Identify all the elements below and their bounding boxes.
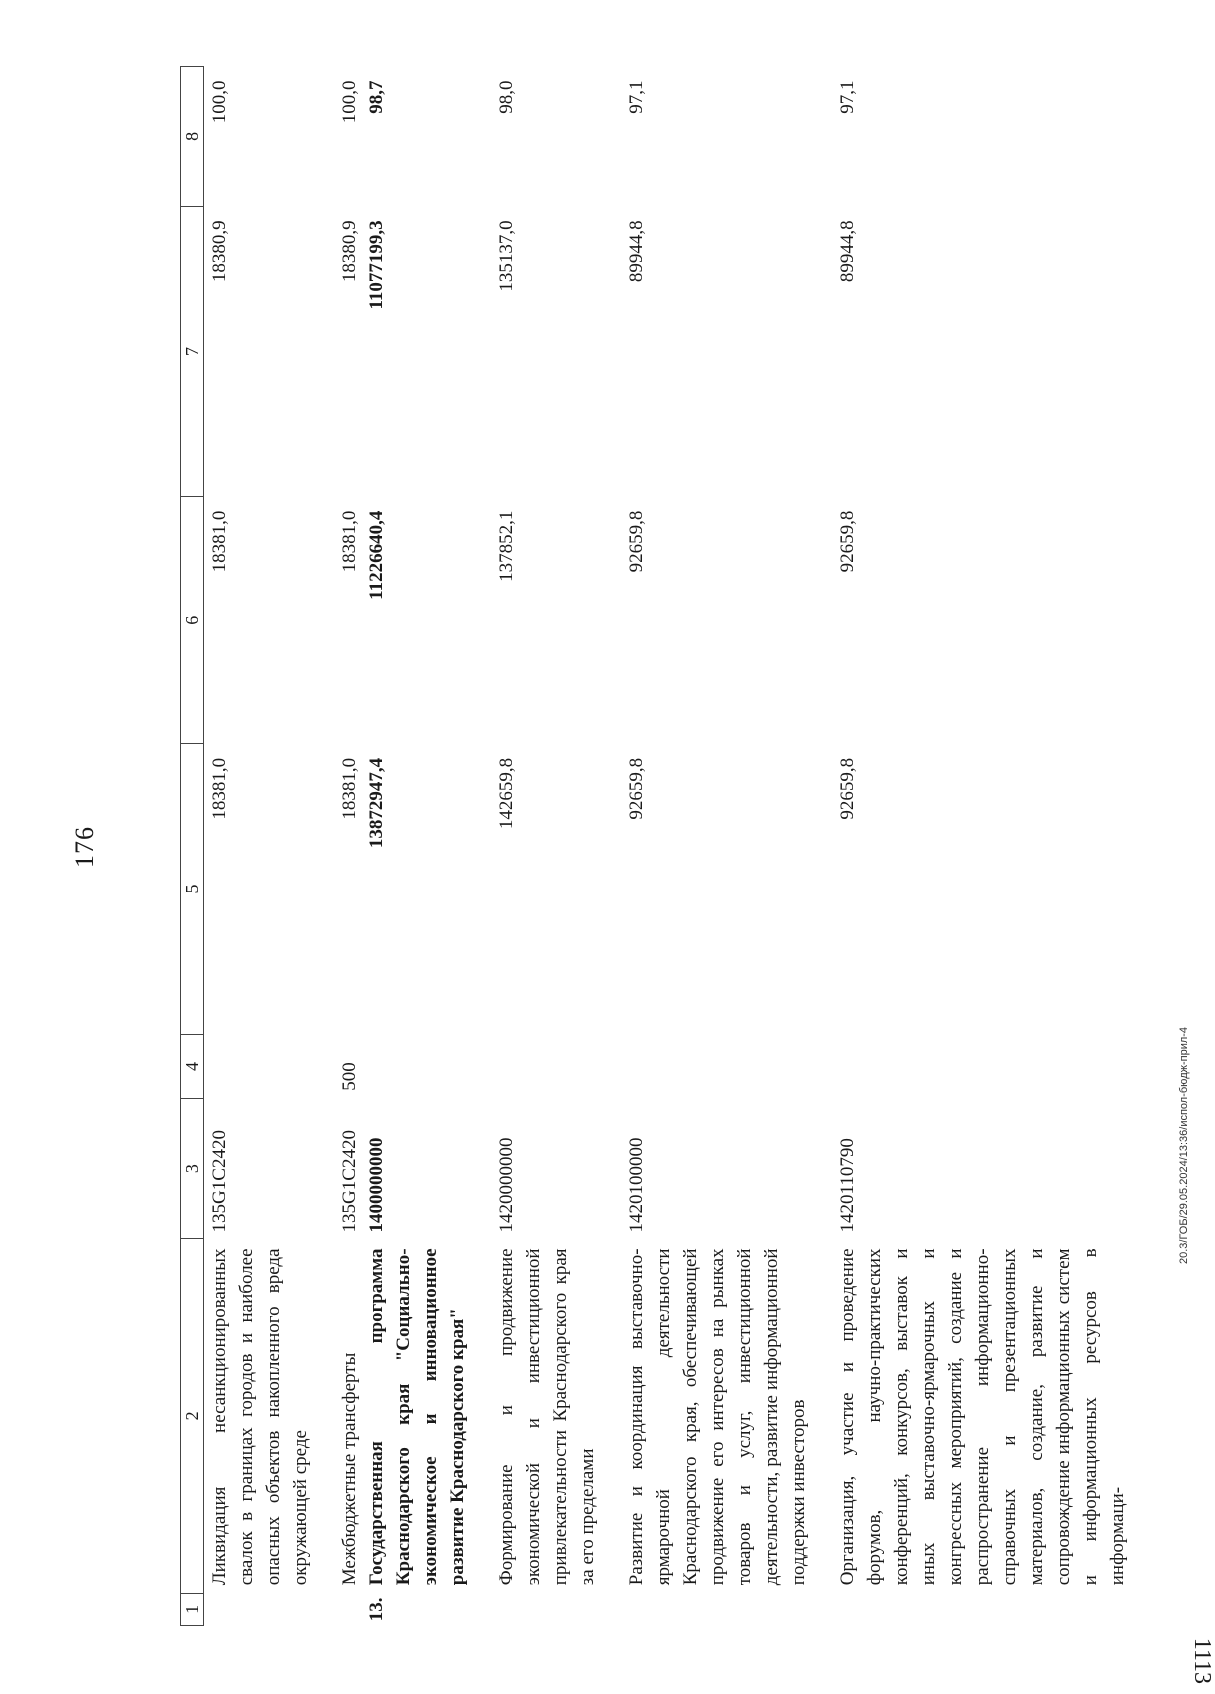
column-header: 6 [181, 497, 204, 744]
budget-table [180, 66, 1131, 1626]
row-value-6: 92659,8 [837, 510, 858, 573]
column-header: 8 [181, 67, 204, 207]
row-value-8: 97,1 [626, 80, 647, 114]
row-name: Межбюджетные трансферты [339, 1352, 360, 1586]
column-header: 1 [181, 1593, 204, 1625]
table-row [314, 67, 363, 1626]
row-value-6: 137852,1 [496, 510, 517, 582]
row-code: 1400000000 [366, 1137, 387, 1233]
row-value-5: 18381,0 [209, 757, 230, 820]
row-value-5: 92659,8 [626, 757, 647, 820]
row-name: Формирование и продвижение экономической и инвестиционной привлекательности Краснодарского края за его пределами [496, 1248, 598, 1586]
row-value-5: 13872947,4 [366, 757, 387, 849]
row-value-7: 89944,8 [837, 220, 858, 283]
row-expense-type: 500 [339, 1062, 360, 1091]
row-expense-type [812, 1034, 1131, 1099]
row-value-5: 142659,8 [496, 757, 517, 830]
row-value-8: 98,0 [496, 80, 517, 114]
row-expense-type [363, 1034, 471, 1099]
row-name: Организация, участие и проведение форумов, научно-практических конференций, конкурсов, выставок и иных выставочно-ярмарочных и конгрессных мероприятий, создание и распространение информационно-справочных и презентационных материалов, создание, развитие и сопровождение информационных систем и информационных ресурсов в информаци- [837, 1248, 1128, 1586]
table-row [812, 67, 1131, 1626]
row-value-7: 18380,9 [339, 220, 360, 283]
row-value-6: 11226640,4 [366, 510, 387, 600]
row-value-8: 97,1 [837, 80, 858, 114]
row-code: 135G1C2420 [209, 1130, 230, 1233]
document-footer-code: 20.3/ГОБ/29.05.2024/13:36/испол-бюдж-прил-4 [1178, 1026, 1190, 1264]
row-code: 1420100000 [626, 1137, 647, 1233]
table-row [204, 67, 315, 1626]
row-number [471, 1593, 601, 1625]
column-header: 7 [181, 206, 204, 496]
row-code: 1420000000 [496, 1137, 517, 1233]
sheet-number: 1113 [1189, 1637, 1215, 1684]
row-value-7: 18380,9 [209, 220, 230, 283]
row-code: 1420110790 [837, 1138, 858, 1233]
row-value-5: 18381,0 [339, 757, 360, 820]
column-header: 2 [181, 1238, 204, 1593]
row-value-5: 92659,8 [837, 757, 858, 820]
column-header: 4 [181, 1034, 204, 1099]
row-value-6: 18381,0 [339, 510, 360, 573]
row-number [812, 1593, 1131, 1625]
row-number: 13. [366, 1597, 387, 1622]
row-number [314, 1593, 363, 1625]
table-row [363, 67, 471, 1626]
row-value-7: 11077199,3 [366, 220, 387, 310]
row-name: Ликвидация несанкционированных свалок в границах городов и наиболее опасных объектов накопленного вреда окружающей среде [209, 1248, 311, 1586]
row-value-6: 92659,8 [626, 510, 647, 573]
row-expense-type [471, 1034, 601, 1099]
column-header: 5 [181, 744, 204, 1034]
page-number: 176 [70, 826, 99, 868]
table-row [601, 67, 812, 1626]
row-value-8: 100,0 [209, 80, 230, 124]
row-expense-type [204, 1034, 315, 1099]
table-header-row [181, 67, 204, 1626]
row-value-7: 89944,8 [626, 220, 647, 283]
row-value-6: 18381,0 [209, 510, 230, 573]
row-name: Развитие и координация выставочно-ярмарочной деятельности Краснодарского края, обеспечивающей продвижение его интересов на рынках товаров и услуг, инвестиционной деятельности, развитие информационной поддержки инвесторов [626, 1248, 809, 1586]
row-value-8: 100,0 [339, 80, 360, 124]
row-code: 135G1C2420 [339, 1130, 360, 1233]
row-value-8: 98,7 [366, 80, 387, 114]
row-value-7: 135137,0 [496, 220, 517, 292]
row-expense-type [601, 1034, 812, 1099]
row-number [204, 1593, 315, 1625]
table-row [471, 67, 601, 1626]
row-number [601, 1593, 812, 1625]
column-header: 3 [181, 1099, 204, 1239]
row-name: Государственная программа Краснодарского края "Социально-экономическое и инновационное развитие Краснодарского края" [366, 1248, 468, 1586]
